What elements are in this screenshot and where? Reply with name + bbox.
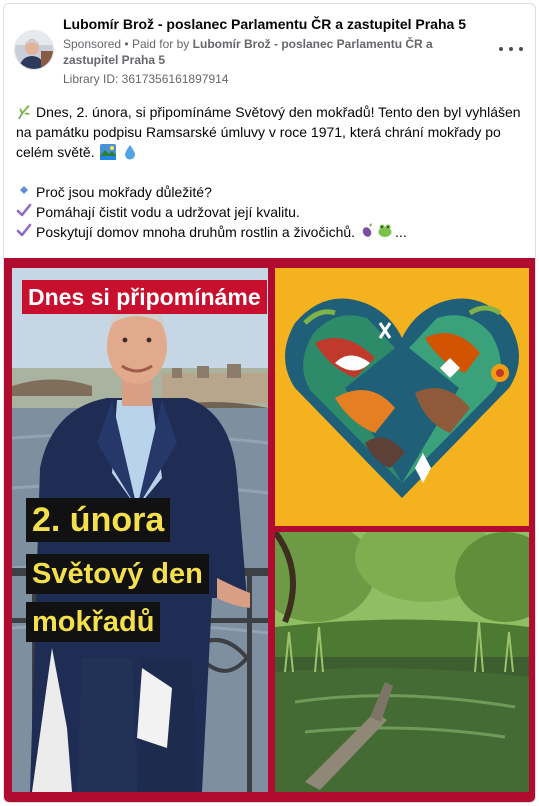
blue-diamond-icon bbox=[16, 182, 32, 198]
creative-event-line1: Světový den bbox=[26, 554, 209, 594]
intro-paragraph bbox=[16, 102, 526, 162]
paid-for-name[interactable]: Lubomír Brož - poslanec Parlamentu ČR a zastupitel Praha 5 bbox=[63, 37, 433, 67]
intro-text: Dnes, 2. února, si připomínáme Světový den mokřadů! Tento den byl vyhlášen na památku podpisu Ramsarské úmluvy v roce 1971, která chrání mokřady po celém světě. bbox=[16, 104, 521, 160]
meta-dot: • bbox=[124, 37, 132, 51]
creative-headline: Dnes si připomínáme bbox=[22, 280, 267, 314]
droplet-icon bbox=[122, 144, 138, 160]
hands-heart-illustration bbox=[275, 268, 529, 526]
sponsored-label: Sponsored bbox=[63, 37, 122, 51]
wetland-photo bbox=[275, 532, 529, 792]
point-two-text: Poskytují domov mnoha druhům rostlin a živočichů. bbox=[36, 224, 356, 240]
post-header bbox=[4, 4, 535, 96]
frog-icon bbox=[377, 222, 393, 238]
hands-heart-graphic bbox=[275, 268, 529, 526]
check-mark-icon bbox=[16, 222, 32, 238]
check-mark-icon bbox=[16, 202, 32, 218]
post-body bbox=[16, 102, 526, 242]
sponsored-meta bbox=[63, 36, 483, 68]
point-one-line bbox=[16, 202, 526, 222]
landscape-icon bbox=[100, 144, 116, 160]
question-text: Proč jsou mokřady důležité? bbox=[36, 184, 212, 200]
creative-event-line2: mokřadů bbox=[26, 602, 160, 642]
page-avatar[interactable] bbox=[14, 30, 54, 70]
page-name[interactable]: Lubomír Brož - poslanec Parlamentu ČR a zastupitel Praha 5 bbox=[63, 16, 466, 32]
creative-date: 2. února bbox=[26, 498, 170, 542]
eggplant-icon bbox=[359, 222, 375, 238]
truncation-ellipsis[interactable]: ... bbox=[395, 224, 407, 240]
point-one-text: Pomáhají čistit vodu a udržovat její kvalitu. bbox=[36, 204, 300, 220]
wetland-landscape bbox=[275, 532, 529, 792]
politician-photo bbox=[12, 268, 268, 792]
paid-for-prefix: Paid for by bbox=[131, 37, 190, 51]
ad-card bbox=[3, 3, 536, 803]
library-id: Library ID: 3617356161897914 bbox=[63, 72, 229, 86]
point-two-line bbox=[16, 222, 526, 242]
question-line bbox=[16, 182, 526, 202]
ad-creative[interactable] bbox=[4, 258, 536, 803]
more-options-icon[interactable] bbox=[499, 42, 523, 56]
herb-icon bbox=[16, 104, 32, 120]
